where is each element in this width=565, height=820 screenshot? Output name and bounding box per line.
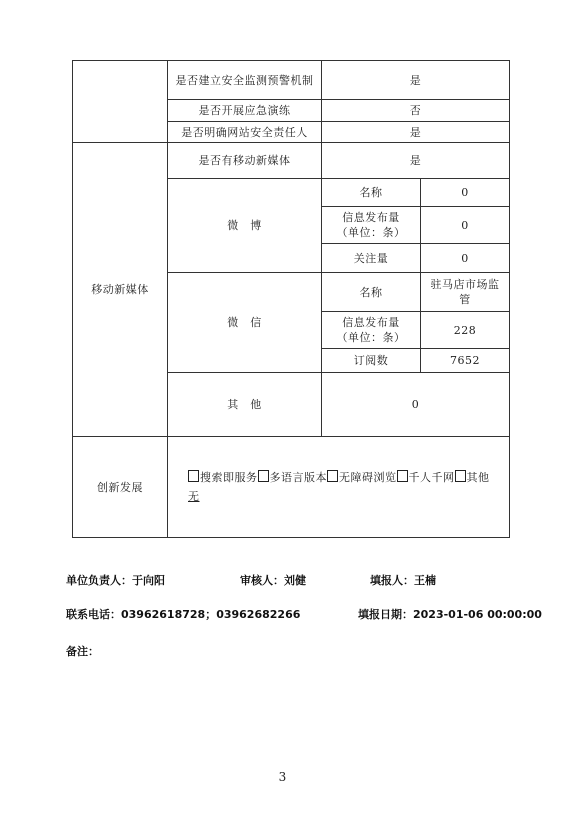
wechat-posts-label: 信息发布量（单位：条） — [321, 311, 421, 349]
checkbox-icon[interactable] — [188, 470, 199, 482]
a-monitor-cell: 是 — [321, 60, 510, 100]
weibo-label: 微 博 — [167, 178, 322, 273]
contact-phone: 联系电话：03962618728；03962682266 — [66, 608, 301, 621]
option-personalized[interactable]: 千人千网 — [397, 470, 455, 485]
reviewer: 审核人：刘健 — [240, 574, 306, 587]
page-number: 3 — [278, 770, 287, 784]
wechat-name-label: 名称 — [321, 272, 421, 312]
wechat-posts-value: 228 — [420, 311, 510, 349]
option-multilingual[interactable]: 多语言版本 — [258, 470, 328, 485]
a-has-mobile-cell: 是 — [321, 142, 510, 179]
checkbox-icon[interactable] — [455, 470, 466, 482]
a-responsible-cell: 是 — [321, 121, 510, 143]
wechat-name-value: 驻马店市场监管 — [420, 272, 510, 312]
option-search-service[interactable]: 搜索即服务 — [188, 470, 258, 485]
wechat-subscribers-value: 7652 — [420, 348, 510, 373]
weibo-followers-value: 0 — [420, 243, 510, 273]
unit-head: 单位负责人：于向阳 — [66, 574, 165, 587]
fill-date: 填报日期：2023-01-06 00:00:00 — [358, 608, 542, 621]
checkbox-icon[interactable] — [397, 470, 408, 482]
filler: 填报人：王楠 — [370, 574, 436, 587]
q-responsible-cell: 是否明确网站安全责任人 — [167, 121, 322, 143]
security-section-cell — [72, 60, 168, 143]
a-drill-cell: 否 — [321, 99, 510, 122]
innovation-options — [188, 470, 490, 485]
other-label: 其 他 — [167, 372, 322, 437]
checkbox-icon[interactable] — [327, 470, 338, 482]
q-monitor-cell: 是否建立安全监测预警机制 — [167, 60, 322, 100]
report-table — [72, 60, 510, 538]
wechat-label: 微 信 — [167, 272, 322, 373]
weibo-posts-value: 0 — [420, 206, 510, 244]
weibo-name-label: 名称 — [321, 178, 421, 207]
option-accessibility[interactable]: 无障碍浏览 — [327, 470, 397, 485]
option-other[interactable]: 其他 — [455, 470, 490, 485]
checkbox-icon[interactable] — [258, 470, 269, 482]
q-drill-cell: 是否开展应急演练 — [167, 99, 322, 122]
wechat-subscribers-label: 订阅数 — [321, 348, 421, 373]
innovation-options-cell — [167, 436, 510, 538]
innovation-note: 无 — [188, 490, 200, 503]
mobile-section-label: 移动新媒体 — [72, 142, 168, 437]
other-value: 0 — [321, 372, 510, 437]
weibo-posts-label: 信息发布量（单位：条） — [321, 206, 421, 244]
weibo-name-value: 0 — [420, 178, 510, 207]
q-has-mobile-cell: 是否有移动新媒体 — [167, 142, 322, 179]
weibo-followers-label: 关注量 — [321, 243, 421, 273]
remarks: 备注： — [66, 645, 99, 658]
innovation-section-label: 创新发展 — [72, 436, 168, 538]
